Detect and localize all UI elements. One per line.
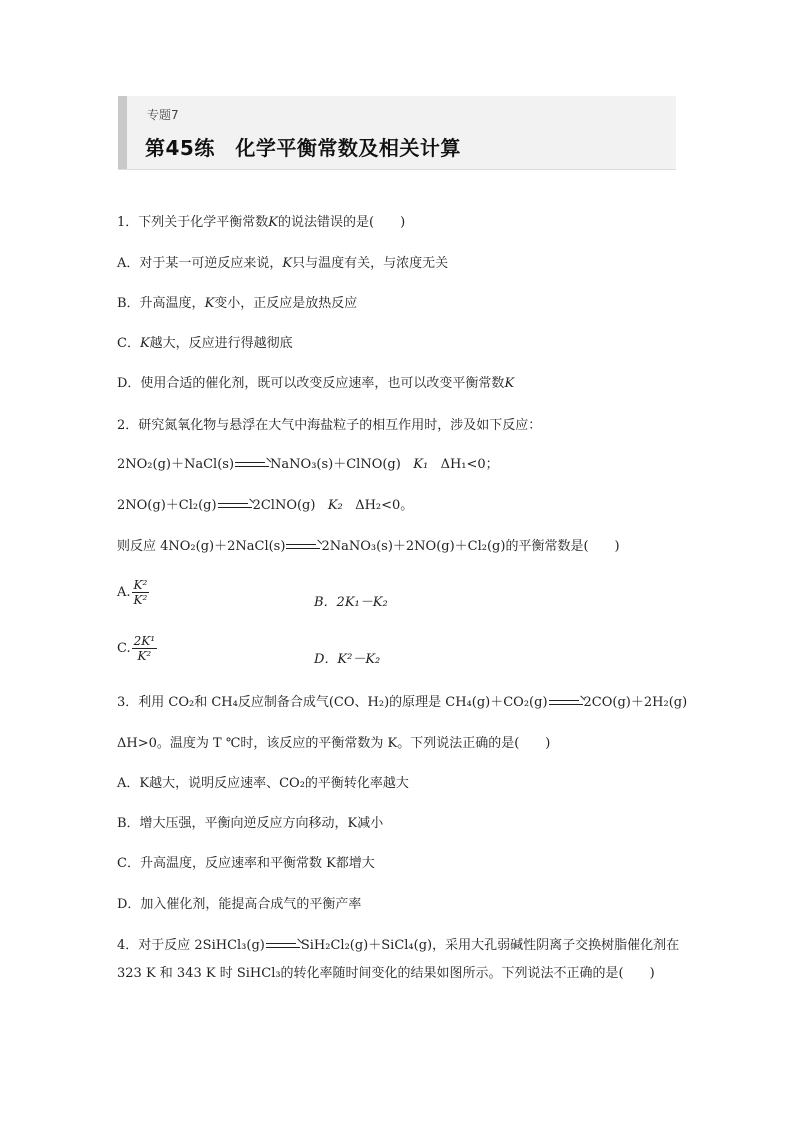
q2-r2-right: 2ClNO(g) bbox=[252, 498, 316, 513]
q2-r1-k: K₁ bbox=[413, 457, 429, 472]
q3-option-a: A．K越大，说明反应速率、CO₂的平衡转化率越大 bbox=[117, 776, 409, 791]
equilibrium-arrow-icon bbox=[266, 941, 300, 951]
q1-b-post: 变小，正反应是放热反应 bbox=[214, 296, 358, 311]
q1-a-post: 只与温度有关，与浓度无关 bbox=[292, 256, 449, 271]
q1-d-k: K bbox=[504, 376, 515, 391]
q2-reaction-2 bbox=[117, 498, 413, 514]
q1-c-k: K bbox=[139, 336, 150, 351]
q2-option-d: D．K²－K₂ bbox=[314, 652, 381, 667]
q4-stem-line-2: 323 K 和 343 K 时 SiHCl₃的转化率随时间变化的结果如图所示。下列说法不正确的是( ) bbox=[117, 966, 655, 981]
q1-stem-text-a: 1．下列关于化学平衡常数 bbox=[117, 215, 269, 230]
q1-option-b bbox=[117, 296, 357, 312]
topic-label: 专题7 bbox=[147, 108, 179, 122]
header-accent-bar bbox=[118, 96, 127, 169]
q1-d-pre: D．使用合适的催化剂，既可以改变反应速率，也可以改变平衡常数 bbox=[117, 376, 505, 391]
q3-option-c: C．升高温度，反应速率和平衡常数 K都增大 bbox=[117, 856, 375, 871]
q3-stem-right: 2CO(g)＋2H₂(g) bbox=[583, 695, 688, 710]
q2-r1-right: NaNO₃(s)＋ClNO(g) bbox=[270, 457, 401, 472]
q2-a-numerator: K² bbox=[133, 578, 148, 592]
q1-a-k: K bbox=[282, 256, 293, 271]
q1-option-a bbox=[117, 256, 448, 272]
q1-c-pre: C． bbox=[117, 336, 140, 351]
q1-b-pre: B．升高温度， bbox=[117, 296, 205, 311]
q2-c-denominator: K² bbox=[137, 649, 152, 663]
chapter-header bbox=[118, 96, 676, 170]
equilibrium-arrow-icon bbox=[549, 698, 583, 708]
q1-a-pre: A．对于某一可逆反应来说， bbox=[117, 256, 283, 271]
equilibrium-arrow-icon bbox=[235, 460, 269, 470]
q2-a-fraction bbox=[132, 578, 150, 607]
q2-r1-h: ΔH₁<0； bbox=[440, 457, 499, 472]
q4-stem bbox=[117, 938, 679, 954]
q2-r2-h: ΔH₂<0。 bbox=[355, 498, 414, 513]
q2-c-numerator: 2K¹ bbox=[133, 634, 156, 648]
q3-option-d: D．加入催化剂，能提高合成气的平衡产率 bbox=[117, 897, 362, 912]
q2-reaction-1 bbox=[117, 457, 499, 473]
equilibrium-arrow-icon bbox=[218, 501, 252, 511]
q2-r2-left: 2NO(g)＋Cl₂(g) bbox=[117, 498, 217, 513]
q2-stem: 2．研究氮氧化物与悬浮在大气中海盐粒子的相互作用时，涉及如下反应： bbox=[117, 418, 542, 433]
q2-a-denominator: K² bbox=[133, 593, 148, 607]
q1-option-c bbox=[117, 336, 293, 352]
q3-stem-line-2: ΔH>0。温度为 T ℃时，该反应的平衡常数为 K。下列说法正确的是( ) bbox=[117, 736, 551, 751]
q2-option-b: B．2K₁－K₂ bbox=[314, 595, 388, 610]
q4-stem-left: 4．对于反应 2SiHCl₃(g) bbox=[117, 938, 265, 953]
q2-option-a bbox=[117, 578, 149, 607]
q1-c-post: 越大，反应进行得越彻底 bbox=[149, 336, 293, 351]
page-title: 第45练 化学平衡常数及相关计算 bbox=[145, 136, 461, 160]
q3-option-b: B．增大压强，平衡向逆反应方向移动，K减小 bbox=[117, 816, 384, 831]
q1-b-k: K bbox=[204, 296, 215, 311]
q2-option-c bbox=[117, 634, 157, 663]
q1-stem-text-b: 的说法错误的是( ) bbox=[278, 215, 406, 230]
q1-stem-k: K bbox=[268, 215, 278, 230]
equilibrium-arrow-icon bbox=[286, 542, 320, 552]
q2-a-label: A. bbox=[117, 585, 131, 600]
q3-stem bbox=[117, 695, 687, 711]
q1-stem bbox=[117, 215, 405, 231]
q2-q-right: 2NaNO₃(s)＋2NO(g)＋Cl₂(g)的平衡常数是( ) bbox=[321, 539, 620, 554]
q2-r1-left: 2NO₂(g)＋NaCl(s) bbox=[117, 457, 235, 472]
q3-stem-left: 3．利用 CO₂和 CH₄反应制备合成气(CO、H₂)的原理是 CH₄(g)＋CO₂(g) bbox=[117, 695, 548, 710]
q2-c-fraction bbox=[132, 634, 157, 663]
q2-question bbox=[117, 539, 620, 555]
q2-r2-k: K₂ bbox=[327, 498, 343, 513]
q4-stem-right: SiH₂Cl₂(g)＋SiCl₄(g)，采用大孔弱碱性阴离子交换树脂催化剂在 bbox=[300, 938, 680, 953]
q2-q-left: 则反应 4NO₂(g)＋2NaCl(s) bbox=[117, 539, 286, 554]
q1-option-d bbox=[117, 376, 514, 392]
q2-c-label: C. bbox=[117, 641, 131, 656]
